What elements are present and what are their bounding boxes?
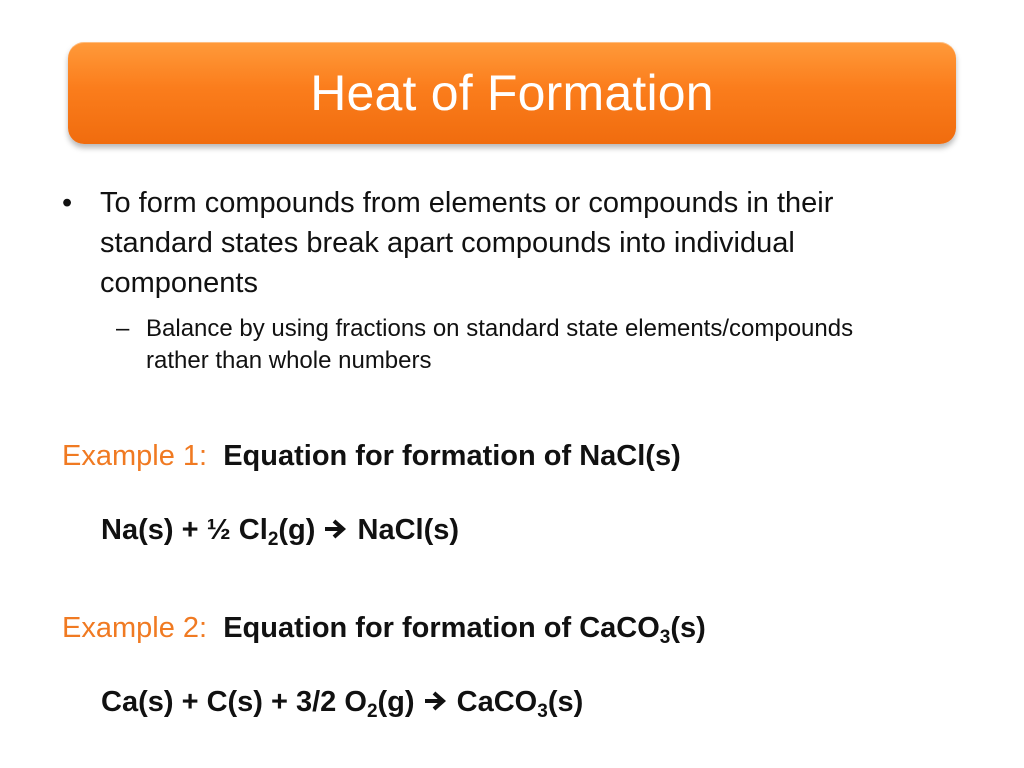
eq2-product-suffix: (s) bbox=[547, 686, 584, 718]
right-arrow-icon bbox=[323, 513, 349, 549]
eq2-product-prefix: CaCO bbox=[456, 686, 538, 718]
right-arrow-icon bbox=[423, 685, 449, 721]
eq2-reactant-subscript: 2 bbox=[366, 701, 378, 722]
eq1-reactant-state: (g) bbox=[278, 514, 316, 546]
example-2-equation bbox=[101, 684, 583, 721]
example-1-heading-text: Equation for formation of NaCl(s) bbox=[223, 440, 681, 472]
example-2-label: Example 2: bbox=[62, 612, 208, 644]
example-1-heading bbox=[62, 438, 681, 474]
eq2-product-subscript: 3 bbox=[537, 701, 548, 722]
eq1-subscript: 2 bbox=[267, 529, 279, 550]
eq1-reactants: Na(s) + ½ Cl bbox=[101, 514, 268, 546]
sub-bullet-marker: – bbox=[116, 315, 130, 342]
example-2-heading bbox=[62, 610, 706, 646]
title-bar bbox=[68, 42, 956, 144]
example-1-label: Example 1: bbox=[62, 440, 208, 472]
example-1-equation bbox=[101, 512, 459, 549]
bullet-text: To form compounds from elements or compounds in their standard states break apart compounds into individual components bbox=[100, 187, 834, 299]
bullet-marker: • bbox=[62, 187, 73, 219]
eq2-reactant-state: (g) bbox=[377, 686, 415, 718]
example-2-heading-prefix: Equation for formation of CaCO bbox=[223, 612, 660, 644]
example-2-heading-suffix: (s) bbox=[670, 612, 706, 644]
eq1-product: NaCl(s) bbox=[357, 514, 460, 546]
example-2-heading-subscript: 3 bbox=[659, 627, 671, 648]
slide-title: Heat of Formation bbox=[310, 65, 714, 121]
sub-bullet-text: Balance by using fractions on standard state elements/compounds rather than whole numbers bbox=[146, 315, 854, 374]
eq2-reactants: Ca(s) + C(s) + 3/2 O bbox=[101, 686, 367, 718]
